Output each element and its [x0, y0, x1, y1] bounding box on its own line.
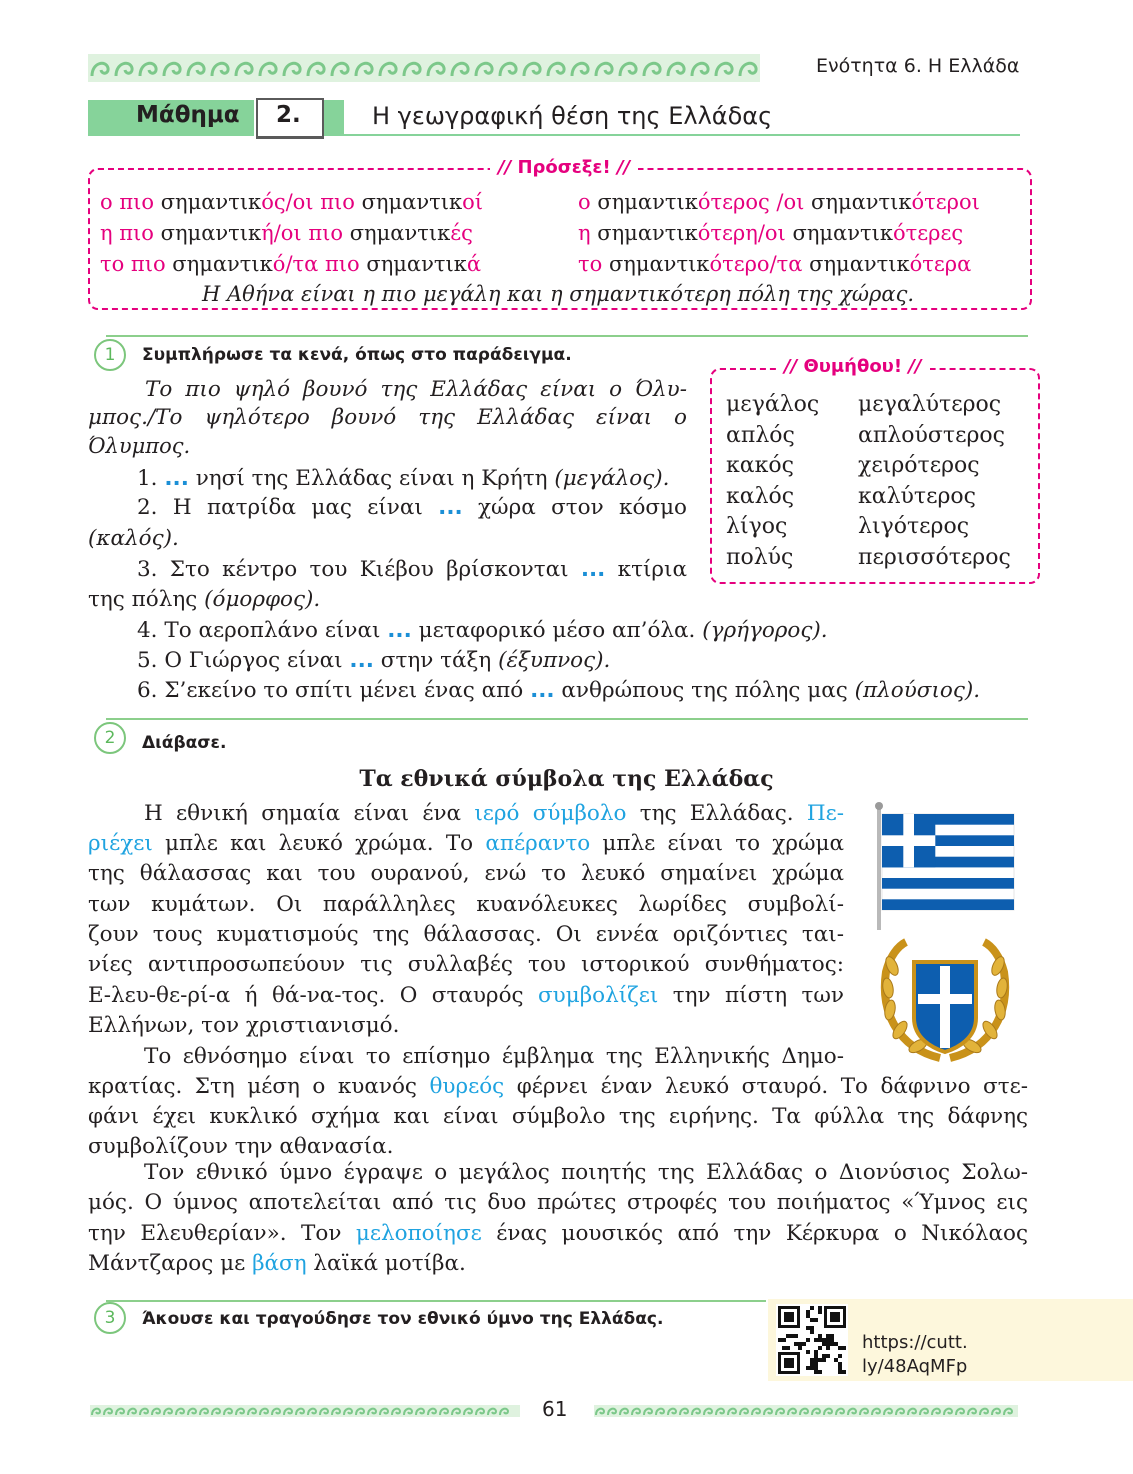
attention-example: Η Αθήνα είναι η πιο μεγάλη και η σημαντικότερη πόλη της χώρας.	[201, 282, 915, 306]
adjective-positive: πολύς	[726, 544, 794, 570]
exercise-item: 1. ... νησί της Ελλάδας είναι η Κρήτη (μεγάλος).	[137, 466, 670, 491]
exercise-item: 5. Ο Γιώργος είναι ... στην τάξη (έξυπνος).	[137, 648, 611, 673]
adjective-comparative: καλύτερος	[858, 483, 976, 509]
exercise-item-hint: (καλός).	[88, 526, 179, 551]
remember-comparative-column	[858, 390, 1011, 574]
reading-line: συμβολίζουν την αθανασία.	[88, 1134, 394, 1159]
attention-right-line: η σημαντικότερη/οι σημαντικότερες	[578, 221, 964, 245]
reading-line: Ε-λευ-θε-ρί-α ή θά-να-τος. Ο σταυρός συμβολίζει την πίστη των	[88, 983, 844, 1008]
adjective-comparative: χειρότερος	[858, 453, 980, 479]
reading-line: φάνι έχει κυκλικό σχήμα και είναι σύμβολο της ειρήνης. Τα φύλλα της δάφνης	[88, 1104, 1028, 1129]
attention-header	[490, 157, 638, 178]
slash-icon: //	[498, 157, 512, 178]
example-line: μπος./Το ψηλότερο βουνό της Ελλάδας είναι ο	[88, 405, 687, 430]
blank-marker: ...	[164, 466, 189, 491]
adjective-positive: απλός	[726, 422, 795, 448]
adjective-positive: κακός	[726, 453, 794, 479]
example-line: Όλυμπος.	[88, 434, 191, 458]
slash-icon: //	[908, 356, 922, 377]
attention-right-line: το σημαντικότερο/τα σημαντικότερα	[578, 252, 972, 276]
qr-link-line[interactable]: https://cutt.	[862, 1332, 968, 1353]
header-wave-ornament	[88, 54, 760, 82]
attention-left-line: το πιο σημαντικό/τα πιο σημαντικά	[100, 252, 482, 276]
exercise-number-badge: 3	[94, 1302, 126, 1334]
page-number: 61	[542, 1397, 568, 1421]
divider-line	[106, 335, 1028, 337]
blank-marker: ...	[580, 557, 606, 582]
exercise-item: 6. Σ’εκείνο το σπίτι μένει ένας από ... ανθρώπους της πόλης μας (πλούσιος).	[137, 678, 981, 703]
section-title: Ενότητα 6. Η Ελλάδα	[816, 55, 1020, 77]
reading-line: μός. Ο ύμνος αποτελείται από τις δυο πρώτες στροφές του ποιήματος «Ύμνος εις	[88, 1190, 1028, 1215]
exercise-instruction: Άκουσε και τραγούδησε τον εθνικό ύμνο της Ελλάδας.	[142, 1309, 664, 1329]
exercise-number-badge: 1	[94, 339, 126, 371]
exercise-instruction: Συμπλήρωσε τα κενά, όπως στο παράδειγμα.	[142, 345, 572, 365]
slash-icon: //	[784, 356, 798, 377]
attention-title: Πρόσεξε!	[517, 157, 611, 178]
adjective-comparative: περισσότερος	[858, 544, 1011, 570]
attention-right-line: ο σημαντικότερος /οι σημαντικότεροι	[578, 190, 980, 214]
blank-marker: ...	[349, 648, 374, 673]
qr-code-icon[interactable]	[776, 1304, 848, 1376]
remember-header	[776, 356, 930, 377]
adjective-positive: λίγος	[726, 514, 788, 540]
exercise-item: της πόλης (όμορφος).	[88, 587, 321, 612]
blank-marker: ...	[530, 678, 555, 703]
remember-title: Θυμήθου!	[803, 356, 903, 377]
reading-line: Μάντζαρος με βάση λαϊκά μοτίβα.	[88, 1251, 466, 1276]
attention-left-line: η πιο σημαντική/οι πιο σημαντικές	[100, 221, 473, 245]
blank-marker: ...	[438, 495, 463, 520]
adjective-positive: μεγάλος	[726, 392, 820, 417]
reading-title: Τα εθνικά σύμβολα της Ελλάδας	[359, 766, 774, 792]
example-line: Το πιο ψηλό βουνό της Ελλάδας είναι ο Όλυ-	[145, 377, 687, 402]
reading-line: των κυμάτων. Οι παράλληλες κυανόλευκες λωρίδες συμβολί-	[88, 892, 844, 917]
adjective-comparative: απλούστερος	[858, 422, 1005, 448]
reading-line: νίες αντιπροσωπεύουν τις συλλαβές του ιστορικού συνθήματος:	[88, 952, 844, 977]
greek-flag-image	[870, 800, 1020, 930]
exercise-item: 4. Το αεροπλάνο είναι ... μεταφορικό μέσο απ’όλα. (γρήγορος).	[137, 618, 828, 643]
reading-line: Τον εθνικό ύμνο έγραψε ο μεγάλος ποιητής της Ελλάδας ο Διονύσιος Σολω-	[144, 1160, 1028, 1185]
divider-line	[106, 1300, 766, 1302]
exercise-instruction: Διάβασε.	[142, 733, 227, 753]
blank-marker: ...	[387, 618, 412, 643]
slash-icon: //	[616, 157, 631, 178]
divider-line	[106, 718, 1028, 720]
reading-line: Η εθνική σημαία είναι ένα ιερό σύμβολο της Ελλάδας. Πε-	[144, 801, 844, 826]
adjective-comparative: λιγότερος	[858, 514, 970, 540]
reading-line: την Ελευθερίαν». Τον μελοποίησε ένας μουσικός από την Κέρκυρα ο Νικόλαος	[88, 1221, 1028, 1246]
qr-link-line[interactable]: ly/48AqMFp	[862, 1356, 968, 1377]
coat-of-arms-image	[880, 936, 1010, 1066]
reading-line: Το εθνόσημο είναι το επίσημο έμβλημα της Ελληνικής Δημο-	[144, 1044, 844, 1069]
lesson-label: Μάθημα	[136, 102, 240, 128]
exercise-number-badge: 2	[94, 722, 126, 754]
footer-ornament-left	[90, 1405, 520, 1417]
reading-line: Ελλήνων, τον χριστιανισμό.	[88, 1013, 400, 1038]
attention-left-line: ο πιο σημαντικός/οι πιο σημαντικοί	[100, 190, 483, 214]
reading-line: κρατίας. Στη μέση ο κυανός θυρεός φέρνει έναν λευκό σταυρό. Το δάφνινο στε-	[88, 1074, 1028, 1099]
lesson-number: 2.	[276, 102, 301, 128]
exercise-item: 2. Η πατρίδα μας είναι ... χώρα στον κόσμο	[137, 495, 687, 520]
reading-line: της θάλασσας και του ουρανού, ενώ το λευκό σημαίνει χρώμα	[88, 861, 844, 886]
adjective-positive: καλός	[726, 483, 795, 509]
reading-line: ζουν τους κυματισμούς της θάλασσας. Οι εννέα οριζόντιες ται-	[88, 922, 844, 947]
lesson-title: Η γεωγραφική θέση της Ελλάδας	[372, 102, 773, 130]
adjective-comparative: μεγαλύτερος	[858, 392, 1002, 417]
reading-line: ριέχει μπλε και λευκό χρώμα. Το απέραντο μπλε είναι το χρώμα	[88, 831, 844, 856]
remember-positive-column	[726, 390, 819, 574]
lesson-bar	[88, 98, 1020, 136]
footer-ornament-right	[594, 1405, 1018, 1417]
exercise-item: 3. Στο κέντρο του Κιέβου βρίσκονται ... κτίρια	[137, 557, 687, 582]
